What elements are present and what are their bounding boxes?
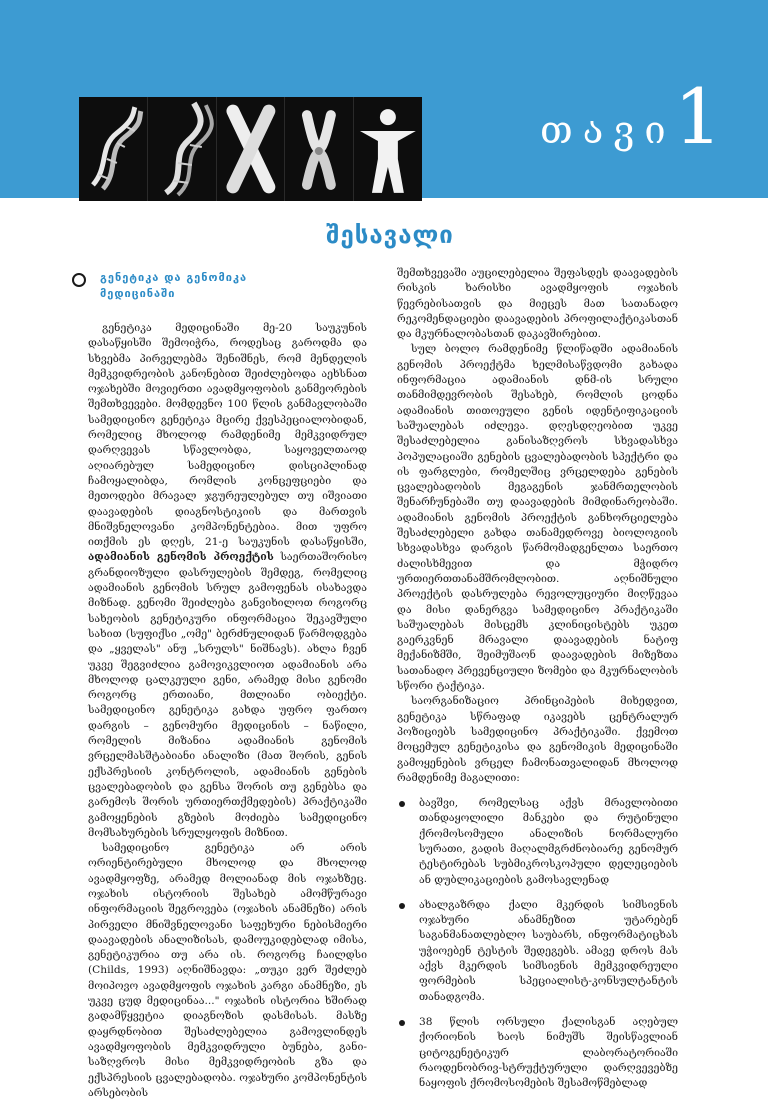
dna-helix-image	[148, 97, 217, 201]
bullet-icon	[399, 903, 405, 909]
right-column	[397, 266, 678, 1101]
section-title: შესავალი	[326, 221, 454, 249]
bullet-icon	[399, 1020, 405, 1026]
bold-term: ადამიანის გენომის პროექტის	[88, 551, 274, 564]
paragraph: შემთხვევაში აუცილებელია შეფასდეს დაავადების რისკის ხარისხი ავადმყოფის ოჯახის წევრებისათვის და მიეცეს მათ სათანადო რეკომენდაციები დაავადების პროფილაქტიკასთან და მკურნალობასთან დაკავშირებით.	[397, 267, 678, 341]
example-list	[397, 796, 678, 1091]
human-figure-image	[354, 97, 422, 201]
left-column	[88, 321, 367, 1101]
chapter-number: 1	[674, 72, 723, 161]
subsection-heading	[72, 270, 372, 302]
paragraph: სამედიცინო გენეტიკა არ არის ორიენტირებული მხოლოდ და მხოლოდ ავადმყოფზე, არამედ მოლიანად მის ოჯახზეც. ოჯახის ისტორიის შესახებ ამომწურავი ინფორმაციის შეგროვება (ოჯახის ანამნეზი) არის პირველი მნიშვნელოვანი საფეხური ნებისმიერი დაავადების ანალიზისას, დამოუკიდებლად იმისა, გენეტიკურია თუ არა ის. როგორც ჩაილდსი (Childs, 1993) აღნიშნავდა: „თუკი ვერ შეძლებ მოიპოვო ავადმყოფის ოჯახის კარგი ანამნეზი, ეს უკვე ცუდ მედიცინაა..." ოჯახის ისტორია ხშირად გადამწყვეტია დიაგნოზის დასმისას. მასზე დაყრდნობით შესაძლებელია გამოვლინდეს ავადმყოფობის მემკვიდრული ბუნება, განისაზღვროს მისი მემკვიდრეობის გზა და ექსპრესიის ცვალებადობა. ოჯახური კომპონენტის არსებობის	[88, 842, 367, 1099]
paragraph: საორგანიზაციო პრინციპების მიხედვით, გენეტიკა სწრაფად იკავებს ცენტრალურ პოზიციებს სამედიცინო პრაქტიკაში. ქვემოთ მოცემულ გენეტიკისა და გენომიკის მედიცინაში გამოყენების ვრცელ ჩამონათვალიდან მხოლოდ რამდენიმე მაგალითი:	[397, 695, 678, 784]
list-item: ბავშვი, რომელსაც აქვს მრავლობითი თანდაყოლილი მანკები და რუტინული ქრომოსომული ანალიზის ნორმალური სურათი, გადის მაღალმგრძნობიარე გენომურ ტესტირებას სუბმიკროსკოპული დელეციების ან დუბლიკაციების გამოსავლენად	[397, 796, 678, 888]
bullet-icon	[399, 801, 405, 807]
subsection-heading-line1: გენეტიკა და გენომიკა	[100, 271, 248, 284]
chapter-label: თავი	[540, 108, 676, 152]
paragraph: გენეტიკა მედიცინაში მე-20 საუკუნის დასაწყისში შემოიჭრა, როდესაც გაროდმა და სხვებმა პირველებმა შენიშნეს, რომ მენდელის მემკვიდრეობის კანონებით შეიძლებოდა აეხსნათ ოჯახებში მოვიერთი ავადმყოფობის განმეორების შემთხვევები. მომდევნო 100 წლის განმავლობაში სამედიცინო გენეტიკა მცირე ქვესპეციალობიდან, რომელიც მხოლოდ რამდენიმე მემკვიდრულ დარღვევას სწავლობდა, საყოველთაოდ აღიარებულ სამედიცინო დისციპლინად ჩამოყალიბდა, რომლის კონცეფციები და მეთოდები მრავალ ჯგურეულებულ თუ იშვიათი დაავადების დიაგნოსტიკიის და მართვის მნიშვნელოვანი კომპონენტებია. მით უფრო ითქმის ეს დღეს, 21-ე საუკუნის დასაწყისში, ადამიანის გენომის პროექტის საერთაშორისო გრანდიოზული დასრულების შემდეგ, რომელიც ადამიანის გენომის სრულ გამოფენას ისახავდა მიზნად. გენომი შეიძლება განვიხილოთ როგორც სახეობის გენეტიკური ინფორმაცია შეკავშული სახით (სუფიქსი „ომე" ბერძნულიდან წარმოდგება და „ყველას" ანუ „სრულს" ნიშნავს). ახლა ჩვენ უკვე შეგვიძლია გამოვიკვლიოთ ადამიანის არა მხოლოდ ცალკეული გენი, არამედ მისი გენომი როგორც ერთიანი, მთლიანი ობიექტი. სამედიცინო გენეტიკა გახდა უფრო ფართო დარგის – გენომური მედიცინის – ნაწილი, რომელის მიზანია ადამიანის გენომის ვრცელმასშტაბიანი ანალიზი (მათ შორის, გენის ექსპრესიის კონტროლის, ადამიანის გენების ცვალებადობის და გენსა შორის თუ გენებსა და გარემოს შორის ურთიერთქმედების) პრაქტიკაში გამოყენების გზების მოძიება სამედიცინო მომსახურების სრულყოფის მიზნით.	[88, 322, 367, 839]
subsection-heading-line2: მედიცინაში	[100, 287, 176, 300]
list-item: ახალგაზრდა ქალი მკერდის სიმსივნის ოჯახური ანამნეზით უტარებენ საგანმანათლებლო საუბარს, ინფორმატიცხას უჭიოებენ ტესტის შედეგებს. ამავე დროს მას აქვს მკერდის სიმსივნის მემკვიდრეული ფორმების სპეციალისტ-კონსულტანტის თანადგომა.	[397, 898, 678, 1005]
paragraph: სულ ბოლო რამდენიმე წლიწადში ადამიანის გენომის პროექტმა ხელმისაწვდომი გახადა ინფორმაცია ადამიანის დნმ-ის სრული თანმიმდევრობის შესახებ, რომლის ცოდნა ადამიანის თითოეული გენის იდენტიფიკაციის საშუალებას იძლევა. დღესდღეობით უკვე შესაძლებელია განისაზღვროს სხვადასხვა პოპულაციაში გენების ცვალებადობის სპექტრი და ის ფარგლები, რომელშიც ვრცელდება გენების ცვალებადობის მეგაგენის ჯანმრთელობის შენარჩუნებაში თუ დაავადების მიმდინარეობაში. ადამიანის გენომის პროექტის განხორციელება შესაძლებელი გახდა თანამედროვე ბიოლოგიის სხვადასხვა დარგის წარმომადგენლთა საერთო ძალისხმევით და მჭიდრო ურთიერთთანამშრომლობით. აღნიშნული პროექტის დასრულება რევოლუციური მიღწევაა და მისი დანერგვა სამედიცინო პრაქტიკაში საშუალებას მისცემს კლინიცისტებს უკეთ გაერკვნენ მრავალი დაავადების ნატიფ მექანიზმში, შეიმუშაონ დაავადების მიზეზთა სათანადო პრევენციული ზომები და მკურნალობის სწორი ტაქტიკა.	[397, 343, 678, 693]
citation: Childs, 1993	[92, 964, 165, 977]
chromosome-x-image	[217, 97, 286, 201]
chromosome-pair-image	[285, 97, 354, 201]
list-item: 38 წლის ორსული ქალისგან აღებულ ქორიონის ხაოს ნიმუშს შეისწავლიან ციტოგენეტიკურ ლაბორატორიაში რაოდენობრივ-სტრუქტურული დარღვევებზე ნაყოფის ქრომოსომების შესამოწმებლად	[397, 1015, 678, 1091]
chapter-image-strip	[79, 97, 422, 201]
circle-bullet-icon	[72, 273, 86, 287]
dna-double-helix-image	[79, 97, 148, 201]
